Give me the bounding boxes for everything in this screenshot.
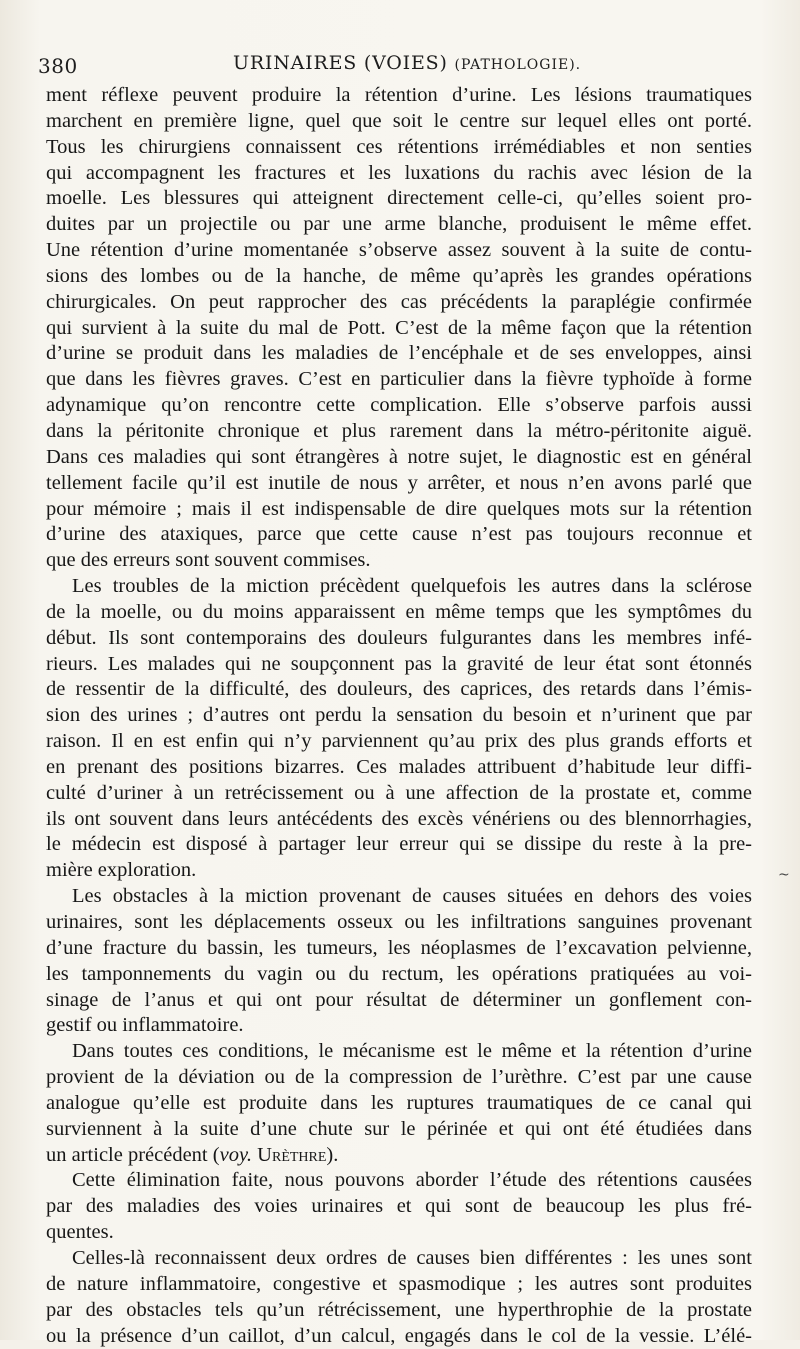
text-line: gestif ou inflammatoire.	[46, 1013, 752, 1039]
text-line: mière exploration.	[46, 858, 752, 884]
text-line: que des erreurs sont souvent commises.	[46, 548, 752, 574]
text-line: ment réflexe peuvent produire la rétention d’urine. Les lésions traumatiques	[46, 83, 752, 109]
text-line: Une rétention d’urine momentanée s’observe assez souvent à la suite de contu-	[46, 238, 752, 264]
text-line: de la moelle, ou du moins apparaissent en même temps que les symptômes du	[46, 600, 752, 626]
text-line: sions des lombes ou de la hanche, de même qu’après les grandes opérations	[46, 264, 752, 290]
running-head	[233, 52, 581, 74]
text-line: duites par un projectile ou par une arme blanche, produisent le même effet.	[46, 212, 752, 238]
text-line: par des obstacles tels qu’un rétrécissement, une hyperthrophie de la prostate	[46, 1298, 752, 1324]
text-line: quentes.	[46, 1220, 752, 1246]
text-line: Tous les chirurgiens connaissent ces rétentions irrémédiables et non senties	[46, 135, 752, 161]
text-line: chirurgicales. On peut rapprocher des cas précédents la paraplégie confirmée	[46, 290, 752, 316]
text-line: rieurs. Les malades qui ne soupçonnent pas la gravité de leur état sont étonnés	[46, 652, 752, 678]
text-line: le médecin est disposé à partager leur erreur qui se dissipe du reste à la pre-	[46, 832, 752, 858]
text-line: Les obstacles à la miction provenant de causes situées en dehors des voies	[46, 884, 752, 910]
text-line: Cette élimination faite, nous pouvons aborder l’étude des rétentions causées	[46, 1168, 752, 1194]
text-line: qui accompagnent les fractures et les luxations du rachis avec lésion de la	[46, 161, 752, 187]
body-text	[46, 83, 752, 1349]
text-line: moelle. Les blessures qui atteignent directement celle-ci, qu’elles soient pro-	[46, 186, 752, 212]
running-title: URINAIRES (VOIES)	[233, 52, 448, 74]
text-line: surviennent à la suite d’une chute sur le périnée et qui ont été étudiées dans	[46, 1117, 752, 1143]
text-line: dans la péritonite chronique et plus rarement dans la métro-péritonite aiguë.	[46, 419, 752, 445]
text-line: d’urine se produit dans les maladies de l’encéphale et de ses enveloppes, ainsi	[46, 341, 752, 367]
text-line: culté d’uriner à un retrécissement ou à une affection de la prostate et, comme	[46, 781, 752, 807]
text-line: tellement facile qu’il est inutile de nous y arrêter, et nous n’en avons parlé que	[46, 471, 752, 497]
text-line: en prenant des positions bizarres. Ces malades attribuent d’habitude leur diffi-	[46, 755, 752, 781]
text-line: marchent en première ligne, quel que soit le centre sur lequel elles ont porté.	[46, 109, 752, 135]
page-header	[38, 52, 762, 82]
text-line: ou la présence d’un caillot, d’un calcul, engagés dans le col de la vessie. L’élé-	[46, 1324, 752, 1349]
text-line: début. Ils sont contemporains des douleurs fulgurantes dans les membres infé-	[46, 626, 752, 652]
text-line: d’urine des ataxiques, parce que cette cause n’est pas toujours reconnue et	[46, 522, 752, 548]
text-line: sion des urines ; d’autres ont perdu la sensation du besoin et n’urinent que par	[46, 703, 752, 729]
text-line: Les troubles de la miction précèdent quelquefois les autres dans la sclérose	[46, 574, 752, 600]
reference-close: ).	[326, 1144, 338, 1166]
text-line: analogue qu’elle est produite dans les ruptures traumatiques de ce canal qui	[46, 1091, 752, 1117]
text-line: pour mémoire ; mais il est indispensable de dire quelques mots sur la rétention	[46, 497, 752, 523]
text-line: sinage de l’anus et qui ont pour résultat de déterminer un gonflement con-	[46, 988, 752, 1014]
reference-target: Urèthre	[257, 1144, 326, 1166]
text-line: qui survient à la suite du mal de Pott. C’est de la même façon que la rétention	[46, 316, 752, 342]
text-line: Dans ces maladies qui sont étrangères à notre sujet, le diagnostic est en général	[46, 445, 752, 471]
text-line: les tamponnements du vagin ou du rectum, les opérations pratiquées au voi-	[46, 962, 752, 988]
text-line: Celles-là reconnaissent deux ordres de causes bien différentes : les unes sont	[46, 1246, 752, 1272]
text-line: par des maladies des voies urinaires et qui sont de beaucoup les plus fré-	[46, 1194, 752, 1220]
text-line: d’une fracture du bassin, les tumeurs, les néoplasmes de l’excavation pelvienne,	[46, 936, 752, 962]
text-line: ils ont souvent dans leurs antécédents des excès vénériens ou des blennorrhagies,	[46, 807, 752, 833]
text-line: urinaires, sont les déplacements osseux ou les infiltrations sanguines provenant	[46, 910, 752, 936]
text-line: adynamique qu’on rencontre cette complication. Elle s’observe parfois aussi	[46, 393, 752, 419]
running-subtitle: (PATHOLOGIE).	[455, 57, 582, 73]
text-line: que dans les fièvres graves. C’est en particulier dans la fièvre typhoïde à forme	[46, 367, 752, 393]
margin-mark: ~	[778, 867, 790, 883]
reference-voy: voy.	[220, 1144, 252, 1166]
text-line: Dans toutes ces conditions, le mécanisme est le même et la rétention d’urine	[46, 1039, 752, 1065]
text-line: raison. Il en est enfin qui n’y parviennent qu’au prix des plus grands efforts et	[46, 729, 752, 755]
text-line: de ressentir de la difficulté, des douleurs, des caprices, des retards dans l’émis-	[46, 677, 752, 703]
text-line: provient de la déviation ou de la compression de l’urèthre. C’est par une cause	[46, 1065, 752, 1091]
page-number: 380	[38, 54, 78, 78]
text-line: de nature inflammatoire, congestive et spasmodique ; les autres sont produites	[46, 1272, 752, 1298]
text-line-with-reference: un article précédent (voy. Urèthre).	[46, 1143, 752, 1169]
text-line: un article précédent	[46, 1144, 208, 1166]
